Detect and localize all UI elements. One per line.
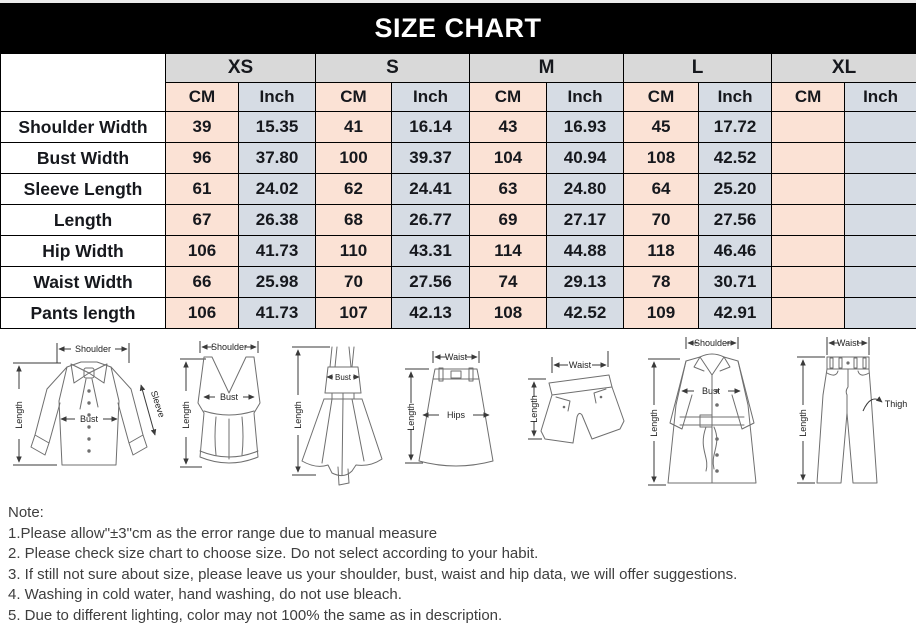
- table-row: [1, 112, 916, 143]
- size-header-xl: XL: [772, 54, 916, 83]
- dim-label: Bust: [335, 373, 352, 382]
- cell-cm: [772, 143, 845, 174]
- tank-top-diagram: [172, 333, 286, 493]
- dim-label: Shoulder: [210, 342, 247, 352]
- cell-inch: 46.46: [699, 236, 772, 267]
- cell-inch: 41.73: [239, 236, 316, 267]
- row-label: Bust Width: [1, 143, 166, 174]
- cell-cm: 64: [624, 174, 699, 205]
- unit-inch: Inch: [239, 83, 316, 112]
- cell-inch: 44.88: [547, 236, 624, 267]
- unit-inch: Inch: [547, 83, 624, 112]
- size-header-row: [1, 54, 916, 83]
- unit-cm: CM: [624, 83, 699, 112]
- cell-inch: 25.20: [699, 174, 772, 205]
- cell-cm: 96: [166, 143, 239, 174]
- cell-cm: 104: [470, 143, 547, 174]
- title-banner: [0, 3, 916, 53]
- row-label: Length: [1, 205, 166, 236]
- row-label: Shoulder Width: [1, 112, 166, 143]
- cell-inch: 40.94: [547, 143, 624, 174]
- cell-inch: [845, 236, 916, 267]
- note-line-3: 3. If still not sure about size, please leave us your shoulder, bust, waist and hip data, we will offer suggestions.: [8, 565, 738, 583]
- cell-inch: 42.52: [547, 298, 624, 329]
- cell-cm: 39: [166, 112, 239, 143]
- note-line-1: 1.Please allow"±3"cm as the error range due to manual measure: [8, 524, 438, 542]
- cell-inch: [845, 298, 916, 329]
- cell-cm: 118: [624, 236, 699, 267]
- cell-cm: 100: [316, 143, 392, 174]
- cell-inch: [845, 267, 916, 298]
- note-line-2: 2. Please check size chart to choose size. Do not select according to your habit.: [8, 545, 539, 562]
- size-header-m: M: [470, 54, 624, 83]
- cell-inch: 42.52: [699, 143, 772, 174]
- cell-cm: 74: [470, 267, 547, 298]
- unit-cm: CM: [470, 83, 547, 112]
- cell-inch: 37.80: [239, 143, 316, 174]
- row-label: Pants length: [1, 298, 166, 329]
- cami-dress-diagram: [286, 333, 398, 493]
- cell-inch: 42.91: [699, 298, 772, 329]
- dim-label: Bust: [702, 386, 721, 396]
- cell-cm: 67: [166, 205, 239, 236]
- cell-inch: 24.02: [239, 174, 316, 205]
- note-line-5: 5. Due to different lighting, color may not 100% the same as in description.: [8, 606, 503, 624]
- cell-cm: 114: [470, 236, 547, 267]
- blouse-diagram: [3, 333, 171, 493]
- cell-inch: [845, 112, 916, 143]
- dim-label: Length: [528, 395, 539, 423]
- cell-cm: 78: [624, 267, 699, 298]
- row-label: Hip Width: [1, 236, 166, 267]
- cell-cm: 66: [166, 267, 239, 298]
- size-header-xs: XS: [166, 54, 316, 83]
- dim-label: Length: [293, 401, 304, 429]
- cell-cm: 62: [316, 174, 392, 205]
- table-row: [1, 143, 916, 174]
- cell-inch: 15.35: [239, 112, 316, 143]
- cell-cm: 106: [166, 298, 239, 329]
- row-label: Sleeve Length: [1, 174, 166, 205]
- corner-cell: [1, 54, 166, 112]
- cell-inch: 26.38: [239, 205, 316, 236]
- cell-cm: 41: [316, 112, 392, 143]
- table-row: [1, 298, 916, 329]
- cell-cm: 68: [316, 205, 392, 236]
- cell-inch: 43.31: [392, 236, 470, 267]
- cell-cm: 69: [470, 205, 547, 236]
- dim-label: Thigh: [884, 399, 908, 409]
- cell-inch: 27.17: [547, 205, 624, 236]
- dim-label: Hips: [446, 410, 465, 420]
- cell-inch: 25.98: [239, 267, 316, 298]
- dim-label: Shoulder: [694, 338, 731, 348]
- unit-cm: CM: [166, 83, 239, 112]
- page-title: SIZE CHART: [374, 12, 542, 43]
- cell-cm: 108: [470, 298, 547, 329]
- cell-cm: 70: [316, 267, 392, 298]
- size-header-l: L: [624, 54, 772, 83]
- cell-inch: [845, 174, 916, 205]
- cell-inch: 24.80: [547, 174, 624, 205]
- dim-label: Sleeve: [148, 389, 167, 419]
- unit-inch: Inch: [845, 83, 916, 112]
- coat-diagram: [640, 331, 782, 495]
- unit-cm: CM: [772, 83, 845, 112]
- size-header-s: S: [316, 54, 470, 83]
- dim-label: Length: [797, 409, 808, 437]
- cell-cm: [772, 174, 845, 205]
- cell-inch: 26.77: [392, 205, 470, 236]
- cell-inch: 39.37: [392, 143, 470, 174]
- notes-section: [0, 497, 916, 626]
- table-row: [1, 174, 916, 205]
- cell-cm: 107: [316, 298, 392, 329]
- cell-inch: 16.93: [547, 112, 624, 143]
- cell-cm: [772, 298, 845, 329]
- cell-inch: 41.73: [239, 298, 316, 329]
- cell-cm: 108: [624, 143, 699, 174]
- cell-inch: 29.13: [547, 267, 624, 298]
- dim-label: Length: [405, 403, 416, 431]
- dim-label: Waist: [568, 360, 591, 370]
- dim-label: Bust: [219, 392, 238, 402]
- unit-inch: Inch: [392, 83, 470, 112]
- dim-label: Bust: [79, 414, 99, 424]
- note-line-4: 4. Washing in cold water, hand washing, do not use bleach.: [8, 586, 402, 603]
- cell-cm: 70: [624, 205, 699, 236]
- cell-cm: 106: [166, 236, 239, 267]
- notes-heading: Note:: [8, 504, 44, 521]
- unit-cm: CM: [316, 83, 392, 112]
- skirt-diagram: [399, 333, 515, 493]
- size-chart-table: [0, 53, 916, 329]
- dim-label: Length: [14, 401, 24, 429]
- cell-cm: [772, 267, 845, 298]
- cell-inch: 42.13: [392, 298, 470, 329]
- cell-inch: 16.14: [392, 112, 470, 143]
- table-row: [1, 267, 916, 298]
- measurement-diagrams: [0, 329, 916, 497]
- cell-cm: [772, 112, 845, 143]
- cell-cm: 110: [316, 236, 392, 267]
- row-label: Waist Width: [1, 267, 166, 298]
- dim-label: Length: [180, 401, 191, 429]
- dim-label: Waist: [836, 338, 860, 348]
- cell-inch: [845, 205, 916, 236]
- table-row: [1, 236, 916, 267]
- cell-cm: 109: [624, 298, 699, 329]
- cell-inch: 27.56: [699, 205, 772, 236]
- table-row: [1, 205, 916, 236]
- cell-inch: 30.71: [699, 267, 772, 298]
- cell-cm: 43: [470, 112, 547, 143]
- cell-inch: 27.56: [392, 267, 470, 298]
- cell-cm: 61: [166, 174, 239, 205]
- unit-inch: Inch: [699, 83, 772, 112]
- pants-diagram: [783, 331, 913, 495]
- cell-inch: 17.72: [699, 112, 772, 143]
- cell-cm: 45: [624, 112, 699, 143]
- dim-label: Shoulder: [74, 344, 112, 354]
- cell-inch: [845, 143, 916, 174]
- cell-cm: [772, 205, 845, 236]
- shorts-diagram: [516, 333, 640, 493]
- cell-cm: [772, 236, 845, 267]
- cell-inch: 24.41: [392, 174, 470, 205]
- dim-label: Waist: [444, 352, 468, 362]
- dim-label: Length: [649, 409, 660, 437]
- cell-cm: 63: [470, 174, 547, 205]
